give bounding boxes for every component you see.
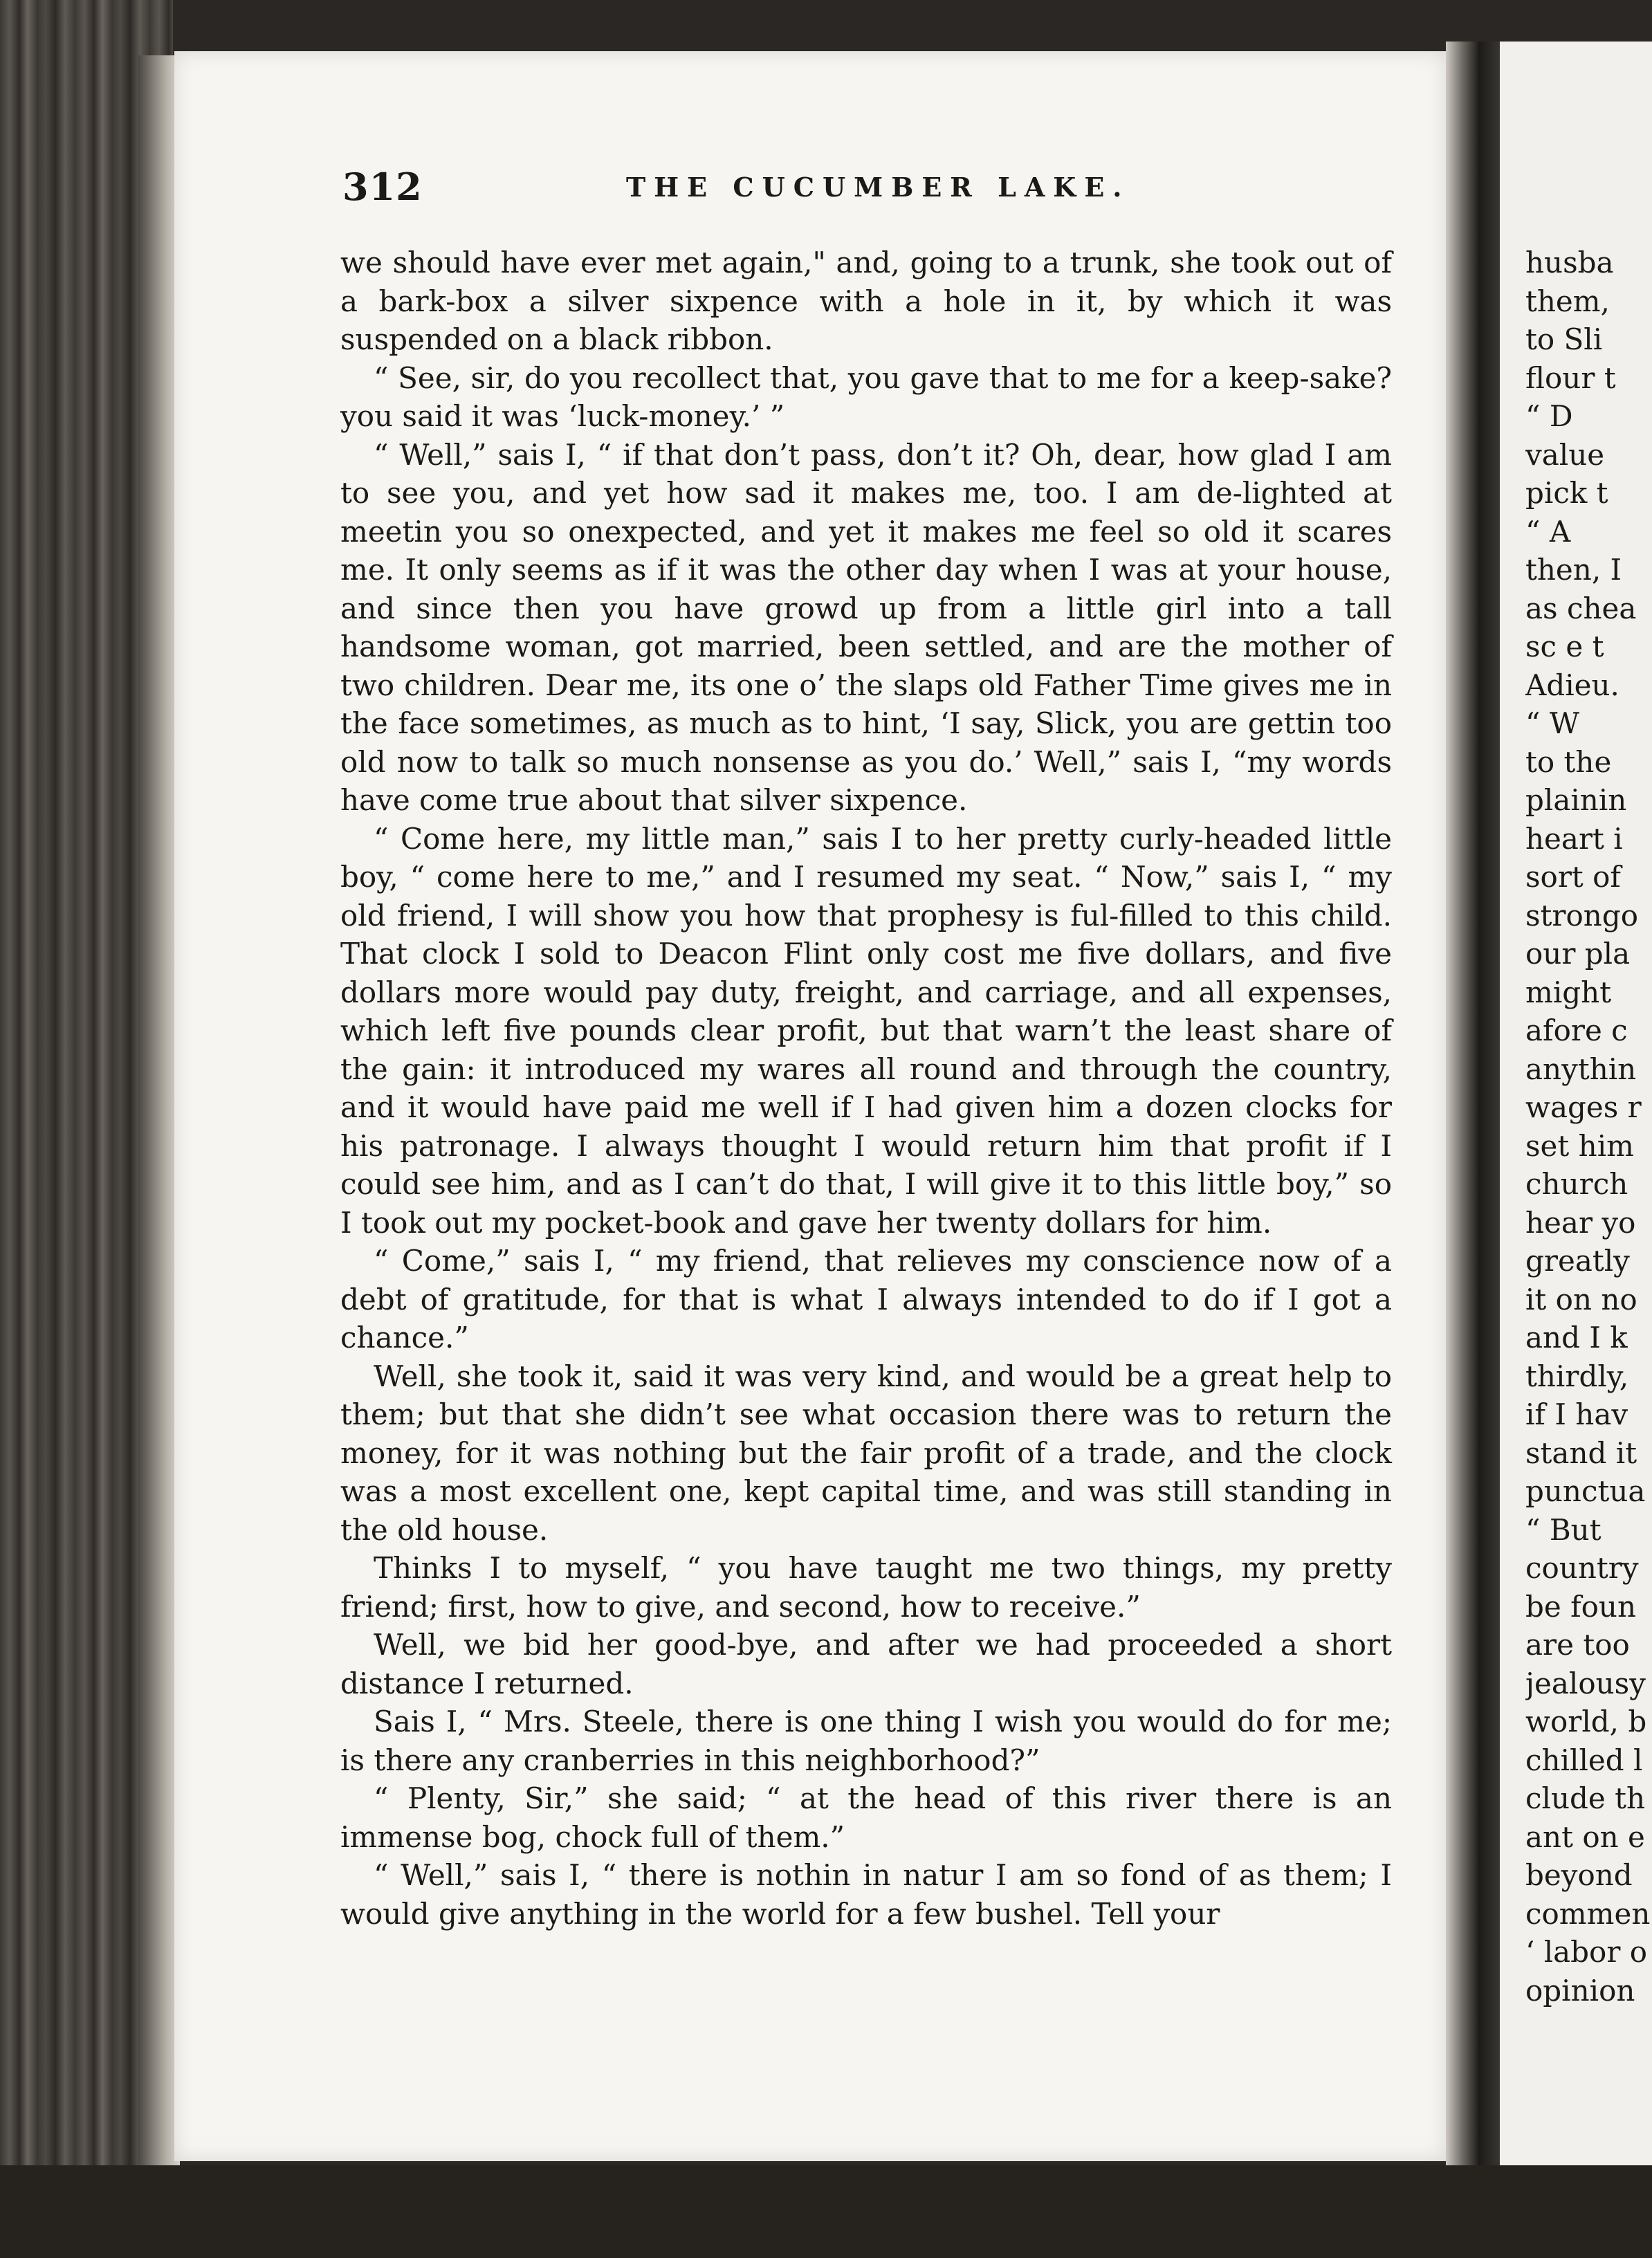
page-number: 312 <box>342 165 423 209</box>
right-page-line: “ A <box>1525 514 1571 549</box>
right-page-line: “ But <box>1525 1512 1601 1547</box>
right-page-line: then, I <box>1525 553 1622 587</box>
right-page-line: sort of <box>1525 860 1621 894</box>
right-page-line: strongo <box>1525 898 1639 933</box>
right-page-line: plainin <box>1525 783 1627 817</box>
right-page-line: beyond <box>1525 1858 1633 1892</box>
paragraph: “ See, sir, do you recollect that, you gave that to me for a keep-sake? you said it was ‘luck-money.’ ” <box>340 360 1392 433</box>
right-page-text <box>1525 244 1652 2010</box>
right-page-line: jealousy <box>1525 1666 1646 1700</box>
right-page-line: anythin <box>1525 1052 1637 1086</box>
right-page-line: to Sli <box>1525 322 1603 356</box>
page-gutter <box>1446 42 1501 2186</box>
paragraph: “ Come,” sais I, “ my friend, that relieves my conscience now of a debt of gratitude, for that is what I always intended to do if I got a chance.” <box>340 1244 1392 1355</box>
right-page-line: chilled l <box>1525 1743 1643 1777</box>
right-page-line: to the <box>1525 744 1612 779</box>
right-page-line: “ D <box>1525 399 1573 433</box>
scanner-bottom-edge <box>0 2165 1652 2258</box>
right-page-line: sc e t <box>1525 630 1604 663</box>
right-page-line: greatly <box>1525 1244 1630 1278</box>
right-page-line: world, b <box>1525 1705 1647 1738</box>
paragraph: we should have ever met again," and, going to a trunk, she took out of a bark-box a silver sixpence with a hole in it, by which it was suspended on a black ribbon. <box>340 246 1392 356</box>
running-head <box>342 165 1401 213</box>
right-page-line: are too <box>1525 1628 1630 1662</box>
right-page-line: punctua <box>1525 1474 1646 1508</box>
paragraph: Well, she took it, said it was very kind, and would be a great help to them; but that she didn’t see what occasion there was to return the money, for it was nothing but the fair profit of a trade, and the clock was a most excellent one, kept capital time, and was still standing in the old house. <box>340 1359 1392 1547</box>
right-page-line: clude th <box>1525 1781 1646 1815</box>
right-page-line: our pla <box>1525 937 1631 971</box>
right-page-line: stand it <box>1525 1435 1637 1470</box>
right-page-line: set him <box>1525 1128 1634 1163</box>
running-title: THE CUCUMBER LAKE. <box>626 172 1130 203</box>
paragraph: “ Plenty, Sir,” she said; “ at the head of this river there is an immense bog, chock full of them.” <box>340 1781 1392 1854</box>
right-page-line: opinion <box>1525 1973 1635 2008</box>
right-page-line: hear yo <box>1525 1205 1636 1240</box>
paragraph: “ Well,” sais I, “ if that don’t pass, don’t it? Oh, dear, how glad I am to see you, and yet how sad it makes me, too. I am de-lighted at meetin you so onexpected, and yet it makes me feel so old it scares me. It only seems as if it was the other day when I was at your house, and since then you have growd up from a little girl into a tall handsome woman, got married, been settled, and are the mother of two children. Dear me, its one o’ the slaps old Father Time gives me in the face sometimes, as much as to hint, ‘I say, Slick, you are gettin too old now to talk so much nonsense as you do.’ Well,” sais I, “my words have come true about that silver sixpence. <box>340 437 1392 817</box>
right-page-line: and I k <box>1525 1321 1628 1355</box>
right-page-line: ‘ labor o <box>1525 1935 1648 1969</box>
right-page-line: commen <box>1525 1896 1651 1931</box>
paragraph: “ Come here, my little man,” sais I to her pretty curly-headed little boy, “ come here to me,” and I resumed my seat. “ Now,” sais I, “ my old friend, I will show you how that prophesy is ful-filled to this child. That clock I sold to Deacon Flint only cost me five dollars, and five dollars more would pay duty, freight, and carriage, and all expenses, which left five pounds clear profit, but that warn’t the least share of the gain: it introduced my wares all round and through the country, and it would have paid me well if I had given him a dozen clocks for his patronage. I always thought I would return him that profit if I could see him, and as I can’t do that, I will give it to this little boy,” so I took out my pocket-book and gave her twenty dollars for him. <box>340 821 1392 1240</box>
right-page-line: country <box>1525 1551 1639 1585</box>
right-page-line: flour t <box>1525 360 1616 395</box>
right-page-line: thirdly, <box>1525 1359 1629 1393</box>
body-text <box>340 244 1392 2125</box>
right-page-line: “ W <box>1525 706 1579 740</box>
paragraph: Well, we bid her good-bye, and after we had proceeded a short distance I returned. <box>340 1628 1392 1700</box>
right-page-line: them, <box>1525 284 1610 318</box>
right-page-line: value <box>1525 437 1605 472</box>
right-page-line: pick t <box>1525 476 1608 510</box>
page-stack-edge <box>138 55 180 2165</box>
right-page-line: be foun <box>1525 1589 1637 1624</box>
right-page-line: it on no <box>1525 1282 1637 1316</box>
right-page-line: heart i <box>1525 821 1623 856</box>
right-page-line: Adieu. <box>1525 668 1619 702</box>
right-page-line: ant on e <box>1525 1819 1645 1854</box>
right-page-line: might <box>1525 975 1612 1009</box>
paragraph: Thinks I to myself, “ you have taught me two things, my pretty friend; first, how to give, and second, how to receive.” <box>340 1551 1392 1624</box>
paragraph: “ Well,” sais I, “ there is nothin in natur I am so fond of as them; I would give anything in the world for a few bushel. Tell your <box>340 1858 1392 1931</box>
right-page-line: church <box>1525 1167 1628 1201</box>
right-page-line: husba <box>1525 246 1614 279</box>
right-page-line: if I hav <box>1525 1397 1628 1431</box>
right-page-line: wages r <box>1525 1090 1642 1124</box>
paragraph: Sais I, “ Mrs. Steele, there is one thing I wish you would do for me; is there any cranberries in this neighborhood?” <box>340 1705 1392 1777</box>
right-page-line: afore c <box>1525 1013 1628 1047</box>
right-page-line: as chea <box>1525 591 1637 625</box>
